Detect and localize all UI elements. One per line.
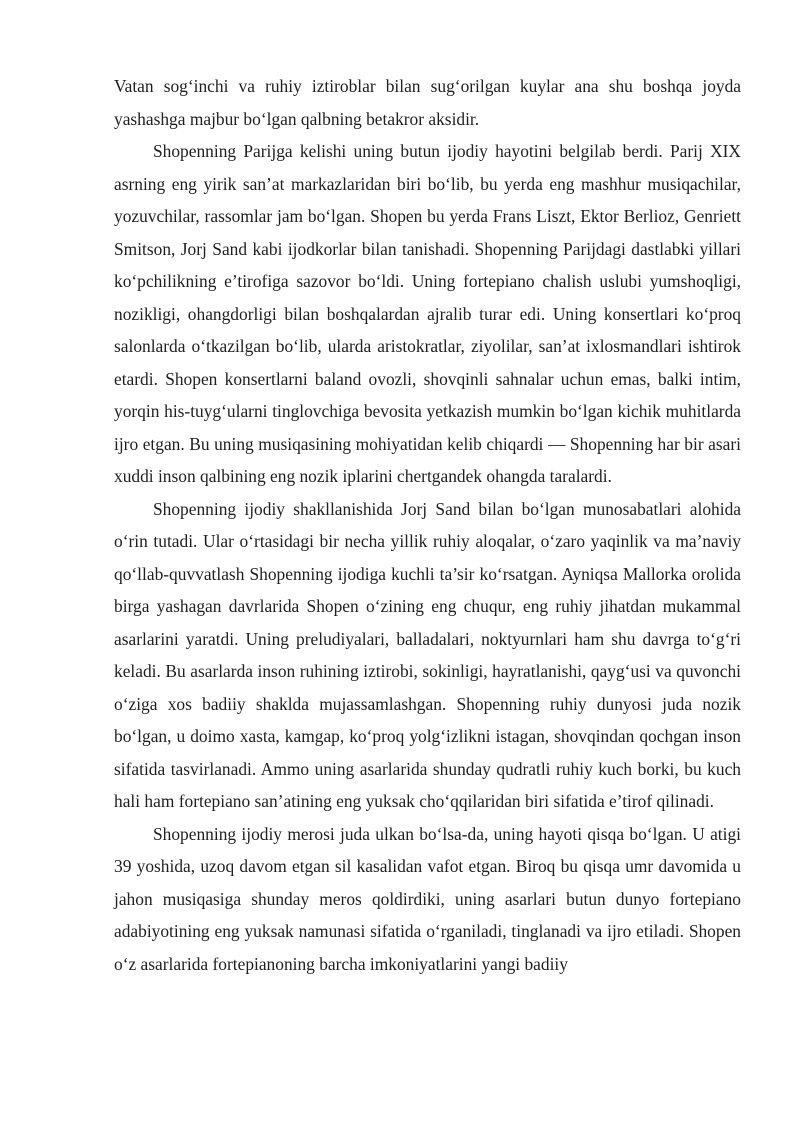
paragraph: Shopenning ijodiy merosi juda ulkan bo‘lsa-da, uning hayoti qisqa bo‘lgan. U atigi 39 yoshida, uzoq davom etgan sil kasalidan vafot etgan. Biroq bu qisqa umr davomida u jahon musiqasiga shunday meros qoldirdiki, uning asarlari butun dunyo fortepiano adabiyotining eng yuksak namunasi sifatida o‘rganiladi, tinglanadi va ijro etiladi. Shopen o‘z asarlarida fortepianoning barcha imkoniyatlarini yangi badiiy bbox=[114, 823, 741, 974]
paragraph: Shopenning Parijga kelishi uning butun ijodiy hayotini belgilab berdi. Parij XIX asrning eng yirik san’at markazlaridan biri bo‘lib, bu yerda eng mashhur musiqachilar, yozuvchilar, rassomlar jam bo‘lgan. Shopen bu yerda Frans Liszt, Ektor Berlioz, Genriett Smitson, Jorj Sand kabi ijodkorlar bilan tanishadi. Shopenning Parijdagi dastlabki yillari ko‘pchilikning e’tirofiga sazovor bo‘ldi. Uning fortepiano chalish uslubi yumshoqligi, nozikligi, ohangdorligi bilan boshqalardan ajralib turar edi. Uning konsertlari ko‘proq salonlarda o‘tkazilgan bo‘lib, ularda aristokratlar, ziyolilar, san’at ixlosmandlari ishtirok etardi. Shopen konsertlarni baland ovozli, shovqinli sahnalar uchun emas, balki intim, yorqin his-tuyg‘ularni tinglovchiga bevosita yetkazish mumkin bo‘lgan kichik muhitlarda ijro etgan. Bu uning musiqasining mohiyatidan kelib chiqardi — Shopenning har bir asari xuddi inson qalbining eng nozik iplarini chertgandek ohangda taralardi. bbox=[114, 141, 741, 486]
paragraph: Shopenning ijodiy shakllanishida Jorj Sand bilan bo‘lgan munosabatlari alohida o‘rin tutadi. Ular o‘rtasidagi bir necha yillik ruhiy aloqalar, o‘zaro yaqinlik va ma’naviy qo‘llab-quvvatlash Shopenning ijodiga kuchli ta’sir ko‘rsatgan. Ayniqsa Mallorka orolida birga yashagan davrlarida Shopen o‘zining eng chuqur, eng ruhiy jihatdan mukammal asarlarini yaratdi. Uning preludiyalari, balladalari, noktyurnlari ham shu davrga to‘g‘ri keladi. Bu asarlarda inson ruhining iztirobi, sokinligi, hayratlanishi, qayg‘usi va quvonchi o‘ziga xos badiiy shaklda mujassamlashgan. Shopenning ruhiy dunyosi juda nozik bo‘lgan, u doimo xasta, kamgap, ko‘proq yolg‘izlikni istagan, shovqindan qochgan inson sifatida tasvirlanadi. Ammo uning asarlarida shunday qudratli ruhiy kuch borki, bu kuch hali ham fortepiano san’atining eng yuksak cho‘qqilaridan biri sifatida e’tirof qilinadi. bbox=[114, 498, 741, 811]
body-text bbox=[114, 70, 741, 980]
paragraph-continuation: Vatan sog‘inchi va ruhiy iztiroblar bilan sug‘orilgan kuylar ana shu boshqa joyda yashashga majbur bo‘lgan qalbning betakror aksidir. bbox=[114, 76, 741, 129]
